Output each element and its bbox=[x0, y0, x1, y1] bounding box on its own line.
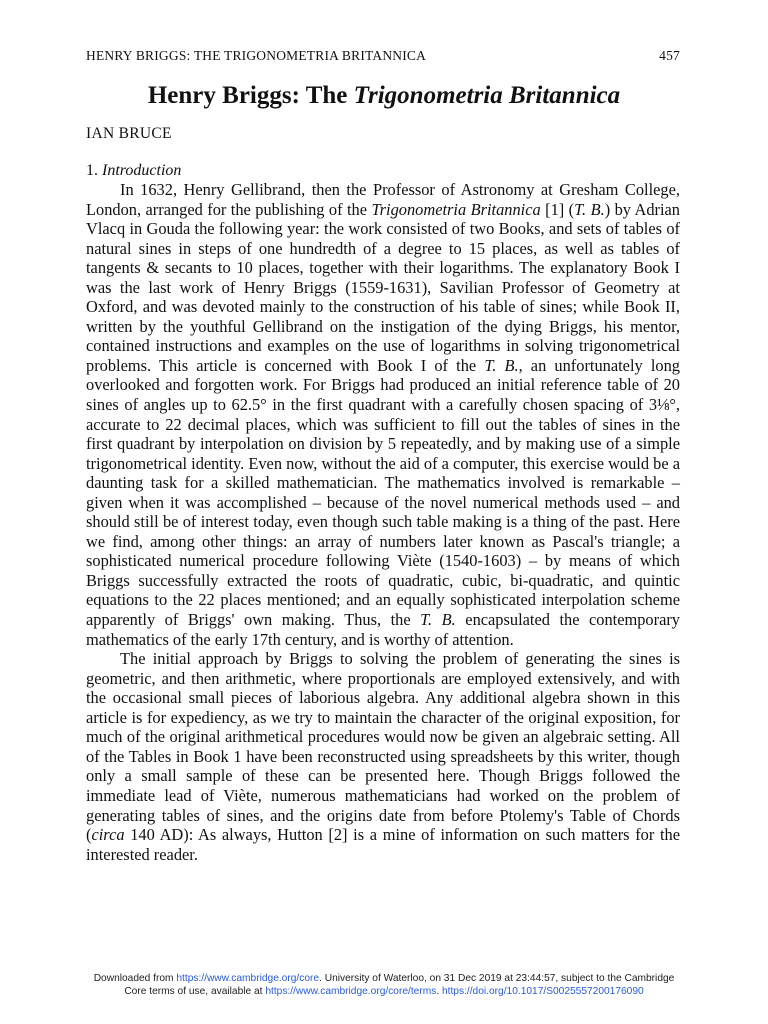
download-footer bbox=[0, 972, 768, 998]
section-heading bbox=[86, 162, 181, 180]
doi-link[interactable]: https://doi.org/10.1017/S0025557200176090 bbox=[441, 986, 644, 997]
page-number: 457 bbox=[659, 48, 680, 63]
p1-text-1: In 1632, Henry Gellibrand, then the Professor of Astronomy at Gresham College, London, arranged for the publishing of the bbox=[86, 180, 680, 219]
p1-italic-3: T. B. bbox=[484, 355, 519, 375]
paragraph-2 bbox=[86, 649, 680, 864]
article-title-plain: Henry Briggs: The bbox=[147, 82, 354, 109]
footer-text-3: Core terms of use, available at bbox=[124, 986, 266, 997]
footer-text-4: . bbox=[436, 986, 442, 997]
p1-text-2: [1] ( bbox=[540, 199, 575, 219]
terms-link[interactable]: https://www.cambridge.org/core/terms bbox=[265, 986, 437, 997]
paragraph-1 bbox=[86, 180, 680, 649]
article-title bbox=[0, 82, 768, 110]
section-title: Introduction bbox=[102, 162, 182, 179]
p1-text-3: ) by Adrian Vlacq in Gouda the following year: the work consisted of two Books, and sets of tables of natural sines in steps of one hundredth of a degree to 15 places, as well as tables of tangents & secants to 10 places, together with their logarithms. The explanatory Book I was the last work of Henry Briggs (1559-1631), Savilian Professor of Geometry at Oxford, and was devoted mainly to the construction of his table of sines; while Book II, written by the youthful Gellibrand on the instigation of the dying Briggs, his mentor, contained instructions and examples on the use of logarithms in solving trigonometrical problems. This article is concerned with Book I of the bbox=[86, 199, 681, 375]
p1-text-4: , an unfortunately long overlooked and forgotten work. For Briggs had produced an initial reference table of 20 sines of angles up to 62.5° in the first quadrant with a carefully chosen spacing of 3⅛°, accurate to 22 decimal places, which was sufficient to fill out the tables of sines in the first quadrant by interpolation on division by 5 repeatedly, and by making use of a simple trigonometrical identity. Even now, without the aid of a computer, this exercise would be a daunting task for a skilled mathematician. The mathematics involved is remarkable – given when it was accomplished – because of the novel numerical methods used – and should still be of interest today, even though such table making is a thing of the past. Here we find, among other things: an array of numbers later known as Pascal's triangle; a sophisticated numerical procedure following Viète (1540-1603) – by means of which Briggs successfully extracted the roots of quadratic, cubic, bi-quadratic, and quintic equations to the 22 places mentioned; and an equally sophisticated interpolation scheme apparently of Briggs' own making. Thus, the bbox=[86, 355, 680, 630]
running-head bbox=[86, 48, 680, 64]
p2-italic-1: circa bbox=[91, 825, 125, 845]
footer-line-1 bbox=[0, 972, 768, 985]
p2-text-2: 140 AD): As always, Hutton [2] is a mine of information on such matters for the interested reader. bbox=[86, 825, 680, 864]
article-body bbox=[86, 180, 680, 864]
footer-line-2 bbox=[0, 985, 768, 998]
p2-text-1: The initial approach by Briggs to solving the problem of generating the sines is geometric, and then arithmetic, where proportionals are employed extensively, and with the occasional small pieces of laborious algebra. Any additional algebra shown in this article is for expediency, as we try to maintain the character of the original exposition, for much of the original arithmetical procedures would now be given an algebraic setting. All of the Tables in Book 1 have been reconstructed using spreadsheets by this writer, though only a small sample of these can be presented here. Though Briggs followed the immediate lead of Viète, numerous mathematicians had worked on the problem of generating tables of sines, and the origins date from before Ptolemy's Table of Chords ( bbox=[86, 649, 680, 845]
author-name: IAN BRUCE bbox=[86, 125, 172, 142]
section-number: 1. bbox=[86, 162, 102, 179]
footer-text-1: Downloaded from bbox=[93, 973, 177, 984]
article-title-italic: Trigonometria Britannica bbox=[353, 82, 621, 109]
running-head-title: HENRY BRIGGS: THE TRIGONOMETRIA BRITANNICA bbox=[86, 48, 427, 63]
footer-text-2: . University of Waterloo, on 31 Dec 2019 at 23:44:57, subject to the Cambridge bbox=[319, 973, 675, 984]
p1-italic-2: T. B. bbox=[574, 199, 605, 219]
p1-italic-1: Trigonometria Britannica bbox=[371, 199, 541, 219]
cambridge-core-link[interactable]: https://www.cambridge.org/core bbox=[176, 973, 320, 984]
p1-text-5: encapsulated the contemporary mathematics of the early 17th century, and is worthy of attention. bbox=[86, 610, 680, 649]
p1-italic-4: T. B. bbox=[420, 610, 456, 630]
